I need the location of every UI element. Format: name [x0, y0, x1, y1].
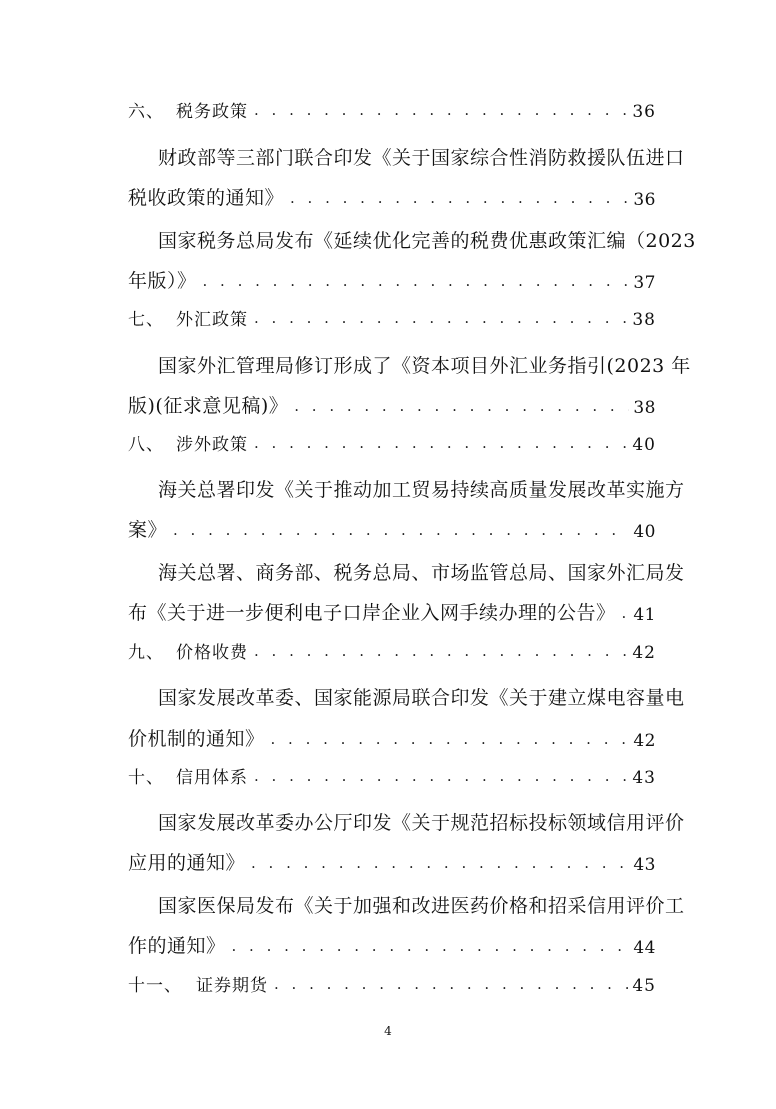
toc-section-7[interactable] [128, 300, 656, 330]
dot-leader [173, 523, 629, 538]
section-number: 九、 [128, 643, 164, 663]
page-number: 36 [633, 190, 656, 210]
section-number: 七、 [128, 310, 164, 330]
dot-leader [203, 274, 630, 289]
toc-entry-line2[interactable] [128, 717, 656, 751]
entry-text: 价机制的通知》 [128, 728, 265, 750]
toc-entry-line1[interactable] [128, 344, 691, 378]
toc-entry-line2[interactable] [128, 841, 656, 875]
entry-text: 海关总署、商务部、税务总局、市场监管总局、国家外汇局发 [158, 562, 685, 584]
dot-leader [251, 856, 629, 871]
page-number: 37 [633, 273, 656, 293]
page-number: 45 [632, 976, 656, 996]
dot-leader [254, 436, 628, 451]
toc-entry-line2[interactable] [128, 259, 656, 293]
page-number: 36 [632, 102, 656, 122]
section-title: 外汇政策 [176, 310, 248, 330]
section-title: 证券期货 [196, 976, 268, 996]
toc-entry-line1[interactable] [128, 884, 685, 918]
dot-leader [254, 769, 628, 784]
page-number: 41 [633, 605, 656, 625]
page-number: 40 [633, 522, 656, 542]
toc-section-9[interactable] [128, 633, 656, 663]
toc-entry-line1[interactable] [128, 136, 685, 170]
entry-text: 国家发展改革委办公厅印发《关于规范招标投标领域信用评价 [158, 812, 685, 834]
page-number: 42 [632, 643, 656, 663]
section-number: 十一、 [128, 976, 182, 996]
toc-entry-line1[interactable] [128, 219, 696, 253]
dot-leader [271, 732, 630, 747]
toc-entry-line2[interactable] [128, 591, 656, 625]
entry-text: 财政部等三部门联合印发《关于国家综合性消防救援队伍进口 [158, 147, 685, 169]
section-title: 税务政策 [176, 102, 248, 122]
page-number: 40 [632, 435, 656, 455]
entry-text: 国家外汇管理局修订形成了《资本项目外汇业务指引(2023 年 [158, 355, 691, 377]
dot-leader [254, 311, 628, 326]
toc-entry-line1[interactable] [128, 551, 685, 585]
page-number: 44 [633, 938, 656, 958]
page-number: 43 [633, 855, 656, 875]
toc-section-8[interactable] [128, 425, 656, 455]
toc-entry-line2[interactable] [128, 384, 656, 418]
toc-section-10[interactable] [128, 758, 656, 788]
toc-entry-line1[interactable] [128, 801, 685, 835]
entry-text: 海关总署印发《关于推动加工贸易持续高质量发展改革实施方 [158, 479, 685, 501]
toc-entry-line2[interactable] [128, 176, 656, 210]
toc-entry-line2[interactable] [128, 508, 656, 542]
entry-text: 国家税务总局发布《延续优化完善的税费优惠政策汇编（2023 [158, 230, 696, 252]
entry-text: 版)(征求意见稿)》 [128, 395, 289, 417]
page-number: 42 [633, 731, 656, 751]
section-title: 涉外政策 [176, 435, 248, 455]
toc-section-6[interactable] [128, 92, 656, 122]
section-number: 十、 [128, 768, 164, 788]
entry-text: 作的通知》 [128, 935, 226, 957]
entry-text: 税收政策的通知》 [128, 187, 285, 209]
entry-text: 布《关于进一步便利电子口岸企业入网手续办理的公告》 [128, 602, 616, 624]
section-number: 八、 [128, 435, 164, 455]
dot-leader [232, 939, 630, 954]
section-title: 价格收费 [176, 643, 248, 663]
entry-text: 国家发展改革委、国家能源局联合印发《关于建立煤电容量电 [158, 687, 685, 709]
dot-leader [290, 191, 629, 206]
toc-entry-line2[interactable] [128, 924, 656, 958]
dot-leader [274, 977, 628, 992]
page-number: 43 [632, 768, 656, 788]
toc-entry-line1[interactable] [128, 468, 685, 502]
section-title: 信用体系 [176, 768, 248, 788]
page-number: 38 [633, 398, 656, 418]
dot-leader [622, 606, 630, 621]
dot-leader [254, 644, 628, 659]
dot-leader [254, 103, 628, 118]
footer-page-number: 4 [384, 1024, 392, 1038]
entry-text: 年版）》 [128, 270, 197, 292]
toc-section-11[interactable] [128, 966, 656, 996]
entry-text: 案》 [128, 519, 168, 541]
section-number: 六、 [128, 102, 164, 122]
page-number: 38 [632, 310, 656, 330]
dot-leader [294, 399, 629, 414]
toc-entry-line1[interactable] [128, 676, 685, 710]
entry-text: 国家医保局发布《关于加强和改进医药价格和招采信用评价工 [158, 895, 685, 917]
entry-text: 应用的通知》 [128, 852, 246, 874]
